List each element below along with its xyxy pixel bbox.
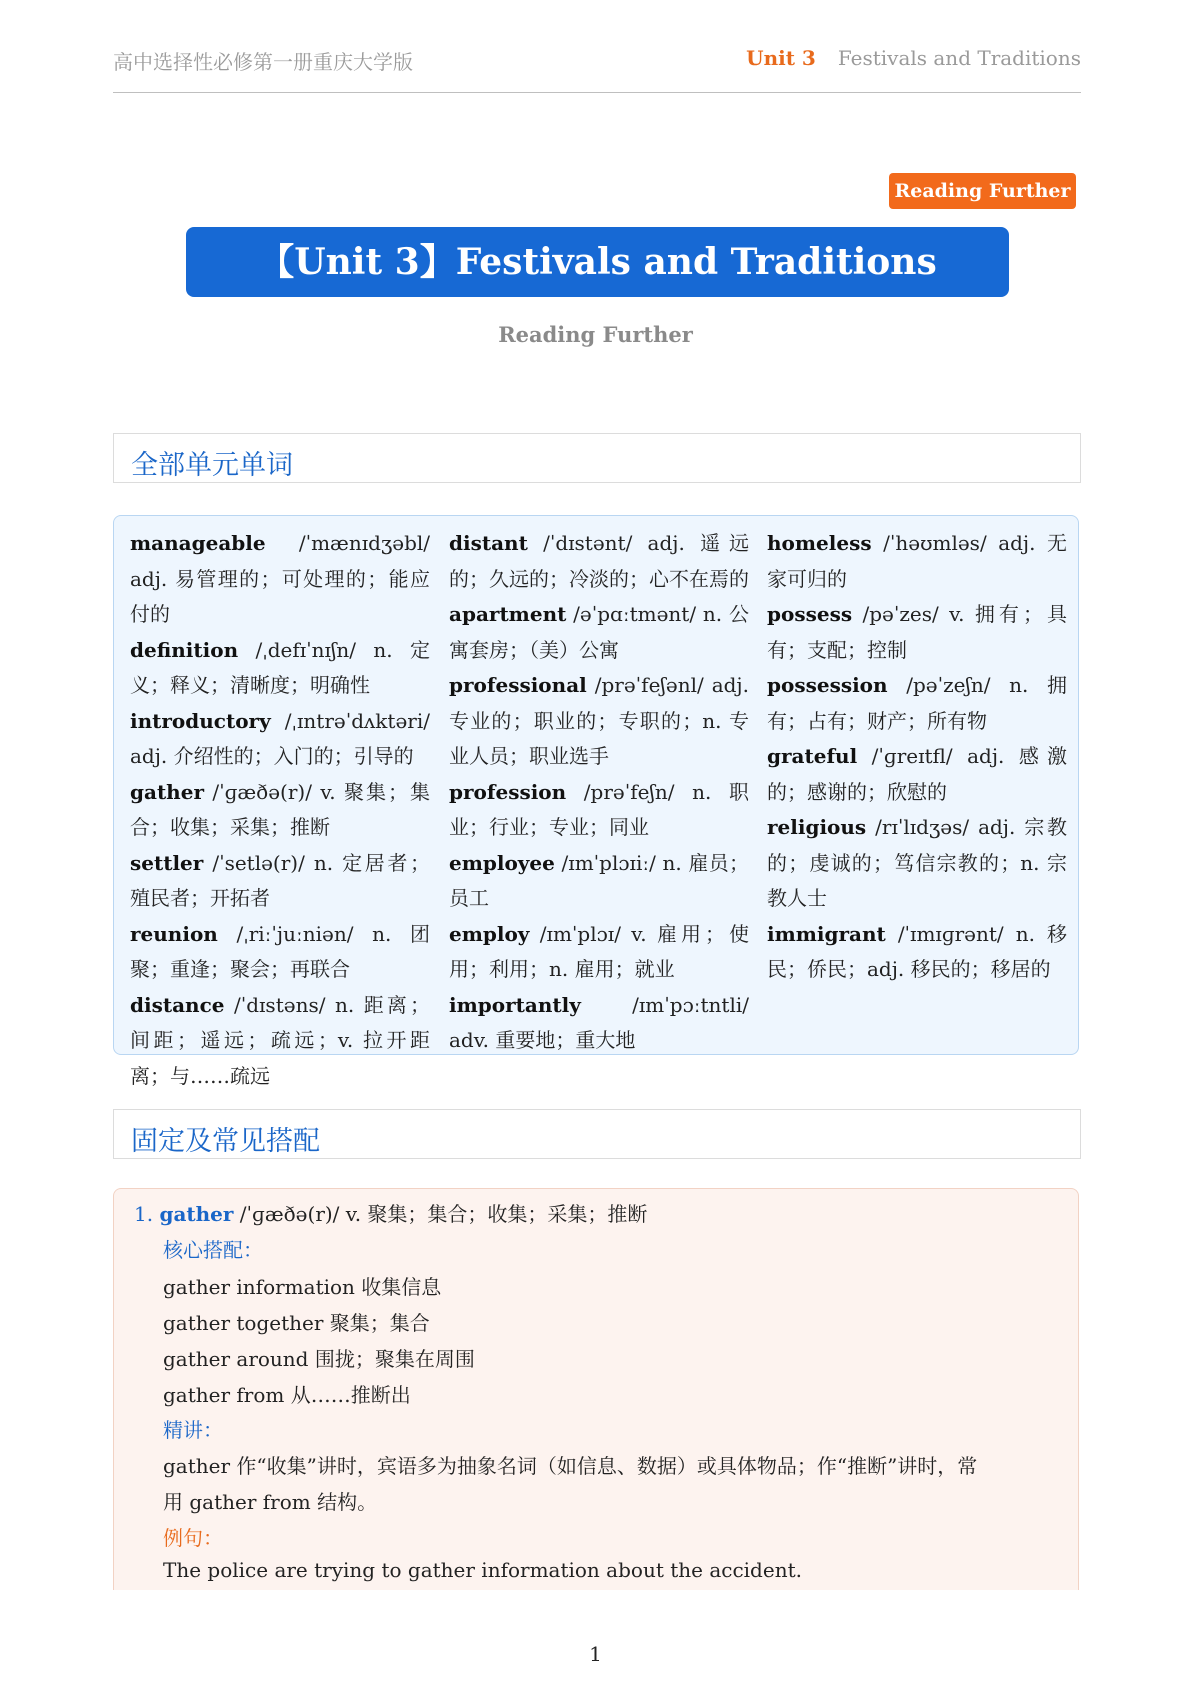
vocab-definition: /ˈmænɪdʒəbl/ adj. 易管理的；可处理的；能应付的	[130, 531, 430, 626]
vocab-entry	[449, 775, 749, 846]
vocab-entry	[130, 846, 430, 917]
page-title: 【Unit 3】Festivals and Traditions	[186, 227, 1009, 297]
vocab-definition: /prəˈfeʃənl/ adj. 专业的；职业的；专职的；n. 专业人员；职业选手	[449, 673, 749, 768]
vocab-entry	[449, 846, 749, 917]
header-unit: Unit 3	[746, 46, 816, 70]
vocab-entry	[449, 917, 749, 988]
header-unit-info	[746, 46, 1081, 70]
vocab-entry	[767, 668, 1067, 739]
collocation-headword-line	[134, 1198, 647, 1227]
page-header	[113, 46, 1081, 93]
vocab-definition: /ˌdefɪˈnɪʃn/ n. 定义；释义；清晰度；明确性	[130, 637, 430, 697]
vocab-definition: /pəˈzes/ v. 拥有；具有；支配；控制	[767, 602, 1067, 662]
vocab-definition: /ˈɡreɪtfl/ adj. 感激的；感谢的；欣慰的	[767, 744, 1067, 804]
vocab-word: religious	[767, 815, 867, 839]
explanation-text: gather 作“收集”讲时，宾语多为抽象名词（如信息、数据）或具体物品；作“推断”讲时，常	[163, 1454, 978, 1478]
vocab-column-2	[449, 526, 749, 1059]
vocab-definition: /ˈɡæðə(r)/ v. 聚集；集合；收集；采集；推断	[130, 779, 430, 839]
vocab-word: homeless	[767, 531, 872, 555]
example-sentence: The police are trying to gather information about the accident.	[163, 1558, 802, 1582]
vocab-entry	[130, 526, 430, 633]
vocab-entry	[449, 526, 749, 597]
reading-further-badge: Reading Further	[889, 173, 1076, 209]
vocab-definition: /ˈɪmɪɡrənt/ n. 移民；侨民；adj. 移民的；移居的	[767, 921, 1067, 981]
section-header-collocations	[113, 1109, 1081, 1159]
vocab-definition: /rɪˈlɪdʒəs/ adj. 宗教的；虔诚的；笃信宗教的；n. 宗教人士	[767, 815, 1067, 910]
vocab-definition: /ˈdɪstəns/ n. 距离；间距；遥远；疏远；v. 拉开距离；与……疏远	[130, 992, 430, 1088]
vocab-definition: /prəˈfeʃn/ n. 职业；行业；专业；同业	[449, 779, 749, 839]
collocation-phrase: gather information 收集信息	[163, 1275, 442, 1299]
explanation-text: 用 gather from 结构。	[163, 1490, 378, 1514]
vocab-word: introductory	[130, 708, 271, 733]
vocab-word: grateful	[767, 744, 858, 768]
example-label: 例句：	[163, 1526, 223, 1550]
vocab-word: manageable	[130, 531, 266, 555]
vocab-definition: /ɪmˈplɔɪiː/ n. 雇员；员工	[449, 850, 749, 910]
core-collocation-label: 核心搭配：	[163, 1238, 263, 1262]
vocab-definition: /ˌɪntrəˈdʌktəri/ adj. 介绍性的；入门的；引导的	[130, 708, 430, 768]
vocab-column-1	[130, 526, 430, 1094]
vocab-word: gather	[130, 779, 204, 804]
vocab-word: importantly	[449, 992, 581, 1017]
vocab-word: possess	[767, 602, 853, 626]
vocab-definition: /ˈdɪstənt/ adj. 遥远的；久远的；冷淡的；心不在焉的	[449, 531, 749, 591]
collocation-phrase: gather from 从……推断出	[163, 1383, 411, 1407]
vocab-definition: /pəˈzeʃn/ n. 拥有；占有；财产；所有物	[767, 673, 1067, 733]
book-title: 高中选择性必修第一册重庆大学版	[113, 50, 413, 74]
section-title: 固定及常见搭配	[131, 1126, 320, 1157]
vocab-definition: /əˈpɑːtmənt/ n. 公寓套房；（美）公寓	[449, 602, 749, 662]
vocab-entry	[767, 597, 1067, 668]
collocation-definition: /ˈɡæðə(r)/ v. 聚集；集合；收集；采集；推断	[233, 1202, 648, 1226]
collocation-phrase: gather around 围拢；聚集在周围	[163, 1347, 475, 1371]
vocabulary-box	[113, 515, 1079, 1088]
vocab-entry	[767, 917, 1067, 988]
section-title: 全部单元单词	[131, 450, 293, 481]
page-subtitle: Reading Further	[498, 322, 693, 347]
vocab-word: apartment	[449, 602, 567, 626]
vocab-entry	[130, 775, 430, 846]
item-number: 1.	[134, 1202, 154, 1226]
vocab-definition: /ˈhəʊmləs/ adj. 无家可归的	[767, 531, 1067, 591]
vocab-entry	[449, 668, 749, 775]
vocab-word: distant	[449, 531, 528, 555]
vocab-word: distance	[130, 992, 225, 1017]
vocab-entry	[449, 597, 749, 668]
vocab-word: professional	[449, 673, 587, 697]
explanation-label: 精讲：	[163, 1418, 223, 1442]
vocab-entry	[130, 704, 430, 775]
vocab-definition: /ˌriːˈjuːniən/ n. 团聚；重逢；聚会；再联合	[130, 921, 430, 981]
vocab-entry	[130, 633, 430, 704]
vocab-word: definition	[130, 637, 239, 662]
vocab-entry	[767, 810, 1067, 917]
vocab-word: reunion	[130, 921, 218, 946]
vocab-word: employee	[449, 850, 555, 875]
vocab-word: profession	[449, 779, 567, 804]
vocab-word: employ	[449, 921, 530, 946]
collocation-phrase: gather together 聚集；集合	[163, 1311, 430, 1335]
vocab-word: settler	[130, 850, 204, 875]
collocation-headword: gather	[159, 1202, 234, 1226]
section-header-vocabulary	[113, 433, 1081, 483]
vocab-definition: /ɪmˈplɔɪ/ v. 雇用；使用；利用；n. 雇用；就业	[449, 921, 749, 981]
vocab-entry	[130, 917, 430, 988]
vocab-entry	[767, 526, 1067, 597]
collocation-box	[113, 1188, 1079, 1590]
vocab-entry	[449, 988, 749, 1059]
vocab-definition: /ˈsetlə(r)/ n. 定居者；殖民者；开拓者	[130, 850, 430, 910]
vocab-entry	[130, 988, 430, 1095]
vocab-entry	[767, 739, 1067, 810]
header-unit-title: Festivals and Traditions	[837, 46, 1081, 70]
vocab-word: possession	[767, 673, 888, 697]
vocab-column-3	[767, 526, 1067, 988]
page-number: 1	[589, 1642, 602, 1666]
vocab-word: immigrant	[767, 921, 886, 946]
vocab-definition: /ɪmˈpɔːtntli/ adv. 重要地；重大地	[449, 992, 749, 1052]
